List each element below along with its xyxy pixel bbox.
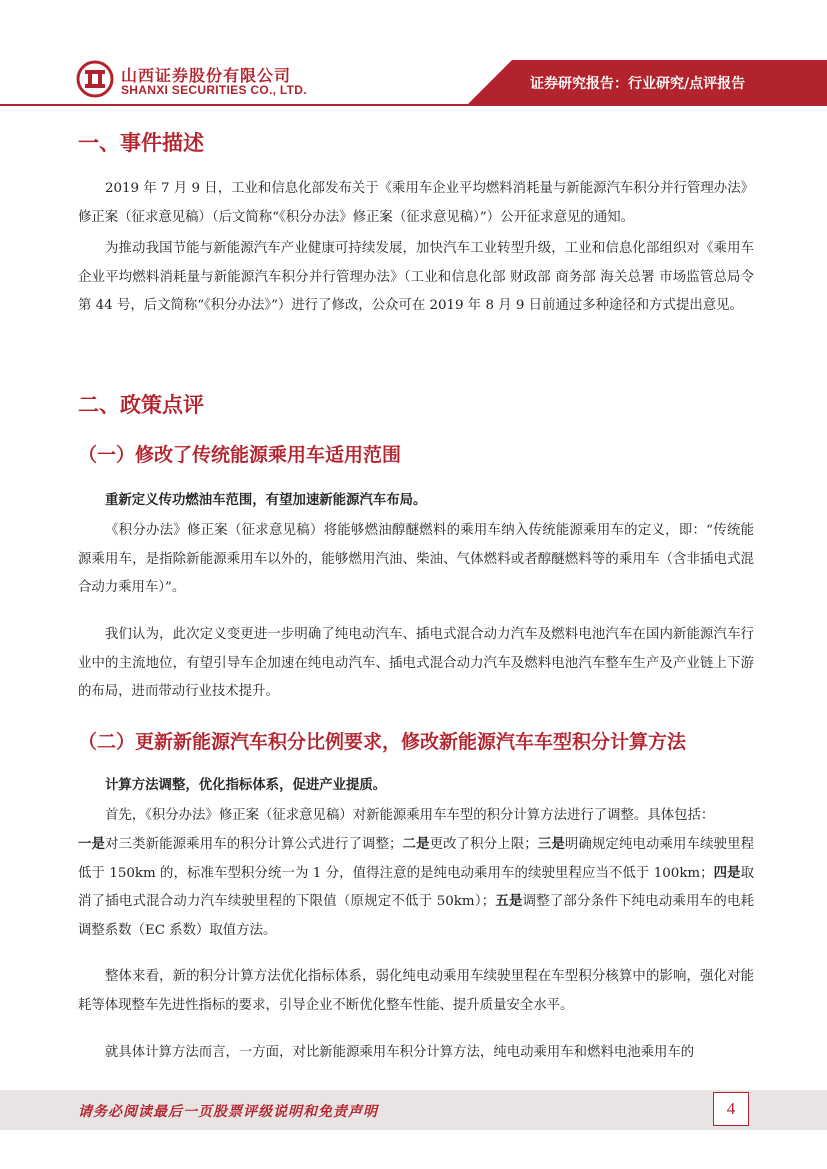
subsection-2-lead: 计算方法调整，优化指标体系，促进产业提质。: [105, 778, 387, 793]
header-divider: [0, 104, 827, 106]
paragraph-sub2-1: 首先，《积分办法》修正案（征求意见稿）对新能源乘用车车型的积分计算方法进行了调整。具体包括：: [105, 808, 715, 823]
subsection-title-2: （二）更新新能源汽车积分比例要求，修改新能源汽车车型积分计算方法: [78, 731, 687, 753]
list-text-5: 调整了部分条件下纯电动乘用车的电耗调整系数（EC 系数）取值方法。: [78, 894, 755, 938]
list-key-2: 二是: [402, 837, 430, 852]
list-key-4: 四是: [713, 865, 741, 881]
subsection-1-lead: 重新定义传功燃油车范围，有望加速新能源汽车布局。: [105, 493, 427, 508]
paragraph-sub2-list: [78, 831, 754, 945]
paragraph-event-2: 为推动我国节能与新能源汽车产业健康可持续发展，加快汽车工业转型升级，工业和信息化部组织对《乘用车企业平均燃料消耗量与新能源汽车积分并行管理办法》（工业和信息化部 财政部 商务部 海关总署 市场监管总局令 第 44 号，后文简称“《积分办法》”）进行了修改，公众可在 2019 年 8 月 9 日前通过多种途径和方式提出意见。: [78, 241, 754, 313]
footer-disclaimer: 请务必阅读最后一页股票评级说明和免责声明: [78, 1104, 378, 1120]
company-name-en: SHANXI SECURITIES CO., LTD.: [121, 83, 307, 97]
paragraph-event-1: 2019 年 7 月 9 日，工业和信息化部发布关于《乘用车企业平均燃料消耗量与新能源汽车积分并行管理办法》修正案（征求意见稿）（后文简称“《积分办法》修正案（征求意见稿）”）公开征求意见的通知。: [78, 181, 754, 225]
list-key-1: 一是: [78, 837, 106, 852]
page-number: 4: [713, 1092, 749, 1126]
paragraph-sub1-2: 我们认为，此次定义变更进一步明确了纯电动汽车、插电式混合动力汽车及燃料电池汽车在国内新能源汽车行业中的主流地位，有望引导车企加速在纯电动汽车、插电式混合动力汽车及燃料电池汽车整车生产及产业链上下游的布局，进而带动行业技术提升。: [78, 627, 754, 699]
list-text-2: 更改了积分上限；: [429, 837, 538, 852]
report-type-label: 证券研究报告：行业研究/点评报告: [530, 76, 746, 92]
section-title-event: 一、事件描述: [78, 131, 204, 155]
list-key-5: 五是: [495, 894, 523, 909]
section-title-policy: 二、政策点评: [78, 393, 204, 417]
list-text-4: 取消了插电式混合动力汽车续驶里程的下限值（原规定不低于 50km）；: [78, 865, 754, 909]
paragraph-sub2-3: 整体来看，新的积分计算方法优化指标体系，弱化纯电动乘用车续驶里程在车型积分核算中的影响，强化对能耗等体现整车先进性指标的要求，引导企业不断优化整车性能、提升质量安全水平。: [78, 969, 754, 1013]
list-text-3: 明确规定纯电动乘用车续驶里程低于 150km 的，标准车型积分统一为 1 分，值得注意的是纯电动乘用车的续驶里程应当不低于 100km；: [78, 837, 755, 881]
subsection-title-1: （一）修改了传统能源乘用车适用范围: [78, 444, 402, 466]
paragraph-sub1-1: 《积分办法》修正案（征求意见稿）将能够燃油醇醚燃料的乘用车纳入传统能源乘用车的定义，即：“传统能源乘用车，是指除新能源乘用车以外的，能够燃用汽油、柴油、气体燃料或者醇醚燃料等的乘用车（含非插电式混合动力乘用车）”。: [78, 523, 754, 595]
company-logo-icon: [76, 60, 114, 98]
page-header: [0, 0, 827, 110]
company-name-cn: 山西证券股份有限公司: [121, 66, 292, 85]
list-text-1: 对三类新能源乘用车的积分计算公式进行了调整；: [105, 837, 403, 852]
list-key-3: 三是: [537, 837, 565, 852]
paragraph-sub2-4: 就具体计算方法而言，一方面，对比新能源乘用车积分计算方法，纯电动乘用车和燃料电池乘用车的: [105, 1045, 695, 1060]
